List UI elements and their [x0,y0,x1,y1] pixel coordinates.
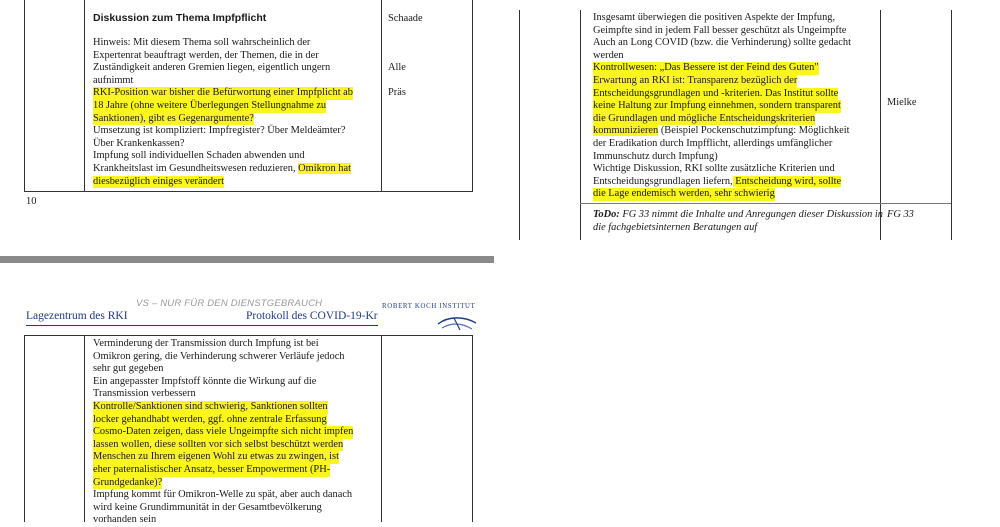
highlighted-line: Kontrollwesen: „Das Bessere ist der Feind des Guten" [593,62,819,74]
header-rule [26,325,378,326]
rki-logo-icon [436,314,478,332]
section-title: Diskussion zum Thema Impfpflicht [93,12,267,24]
highlighted-line: locker gehandhabt werden, ggf. ohne zentrale Erfassung [93,413,327,425]
highlighted-line: RKI-Position war bisher die Befürwortung einer Impfplicht ab [93,87,353,99]
table-border-right [472,335,473,522]
table-border-right [951,10,952,240]
highlighted-line: Cosmo-Daten zeigen, dass viele Ungeimpfte sich nicht impfen [93,426,354,438]
header-right: Protokoll des COVID-19-Kr [246,310,378,322]
text-line: Immunschutz durch Impfung) [593,150,718,162]
highlighted-line: keine Haltung zur Impfung einnehmen, sondern transparent [593,100,841,112]
text-span: Entscheidungsgrundlagen liefern, [593,175,733,187]
text-line: Zuständigkeit anderen Gremien liegen, eigentlich ungern [93,62,331,74]
text-line: sehr gut gegeben [93,363,164,375]
highlighted-line: Sanktionen), gibt es Gegenargumente? [93,112,254,124]
table-border-left [24,0,25,192]
text-span: Krankheitslast im Gesundheitswesen reduzieren, [93,163,296,174]
responsible-name: Mielke [887,97,917,108]
rki-logo-text: ROBERT KOCH INSTITUT [382,303,476,310]
table-border-right [472,0,473,192]
table-border [381,335,382,522]
table-row-divider [580,203,951,204]
table-border [880,10,881,240]
header-left: Lagezentrum des RKI [26,310,128,322]
table-border-top [24,335,473,336]
table-border [381,0,382,192]
text-line: aufnimmt [93,74,134,86]
table-border-left [24,335,25,522]
highlighted-line: eher paternalistischer Ansatz, besser Empowerment (PH- [93,464,331,475]
text-line [593,125,850,138]
text-line: Auch an Long COVID (bzw. die Verhinderung) sollte gedacht [593,37,851,49]
classification-watermark: VS – NUR FÜR DEN DIENSTGEBRAUCH [136,298,323,309]
todo-text: FG 33 nimmt die Inhalte und Anregungen dieser Diskussion in [619,209,883,220]
text-line: der Eradikation durch Impfflicht, allerdings umfänglicher [593,138,833,149]
text-line: Impfung soll individuellen Schaden abwenden und [93,150,305,162]
text-line: Über Krankenkassen? [93,137,185,149]
highlighted-line: die Grundlagen und mögliche Entscheidungskriterien [593,112,816,124]
screenshot-divider [0,256,494,263]
responsible-name: Präs [388,87,406,98]
highlighted-line: Grundgedanke)? [93,476,163,488]
page-number: 10 [26,196,37,207]
todo-label: ToDo: [593,209,620,220]
table-border-bottom [24,191,473,192]
text-line: Geimpfte sind in jedem Fall besser geschützt als Ungeimpfte [593,24,847,36]
text-line: Omikron gering, die Verhinderung schwerer Verläufe jedoch [93,350,345,362]
text-line: Hinweis: Mit diesem Thema soll wahrscheinlich der [93,37,311,48]
text-line: Umsetzung ist kompliziert: Impfregister? Über Meldeämter? [93,125,346,137]
text-line: Wichtige Diskussion, RKI sollte zusätzliche Kriterien und [593,163,835,175]
responsible-name: Schaade [388,13,423,24]
text-line: Transmission verbessern [93,388,196,400]
text-line [93,163,351,176]
responsible-name: Alle [388,62,406,73]
highlighted-span: kommunizieren [593,125,659,137]
table-border [84,0,85,192]
highlighted-line: diesbezüglich einiges verändert [93,175,224,187]
highlighted-line: Entscheidungsgrundlagen und -kriterien. Das Institut sollte [593,87,839,99]
highlighted-span: Omikron hat [298,163,351,174]
highlighted-span: Entscheidung wird, sollte [732,175,842,187]
text-line: vorhanden sein [93,514,157,526]
text-line: Impfung kommt für Omikron-Welle zu spät, aber auch danach [93,489,353,501]
highlighted-line: die Lage endemisch werden, sehr schwierig [593,188,775,200]
text-line: Verminderung der Transmission durch Impfung ist bei [93,338,319,349]
todo-owner: FG 33 [887,209,914,220]
text-line: werden [593,49,624,61]
text-line: Expertenrat beauftragt werden, der Themen, die in der [93,49,319,61]
text-span: (Beispiel Pockenschutzimpfung: Möglichkeit [658,125,850,137]
table-border-left [519,10,520,240]
highlighted-line: Erwartung an RKI ist: Transparenz bezüglich der [593,75,798,86]
todo-line [593,209,883,222]
highlighted-line: Menschen zu Ihrem eigenen Wohl zu etwas zu zwingen, ist [93,451,339,463]
text-line [593,176,841,189]
todo-line: die fachgebietsinternen Beratungen auf [593,221,758,233]
table-border [84,335,85,522]
table-border [580,10,581,240]
text-line: wird keine Grundimmunität in der Gesamtbevölkerung [93,501,322,513]
text-line: Insgesamt überwiegen die positiven Aspekte der Impfung, [593,12,836,23]
highlighted-line: lassen wollen, diese sollten vor sich selbst beschützt werden [93,438,344,450]
highlighted-line: 18 Jahre (ohne weitere Überlegungen Stellungnahme zu [93,100,327,111]
text-line: Ein angepasster Impfstoff könnte die Wirkung auf die [93,375,317,387]
highlighted-line: Kontrolle/Sanktionen sind schwierig, Sanktionen sollten [93,401,328,412]
